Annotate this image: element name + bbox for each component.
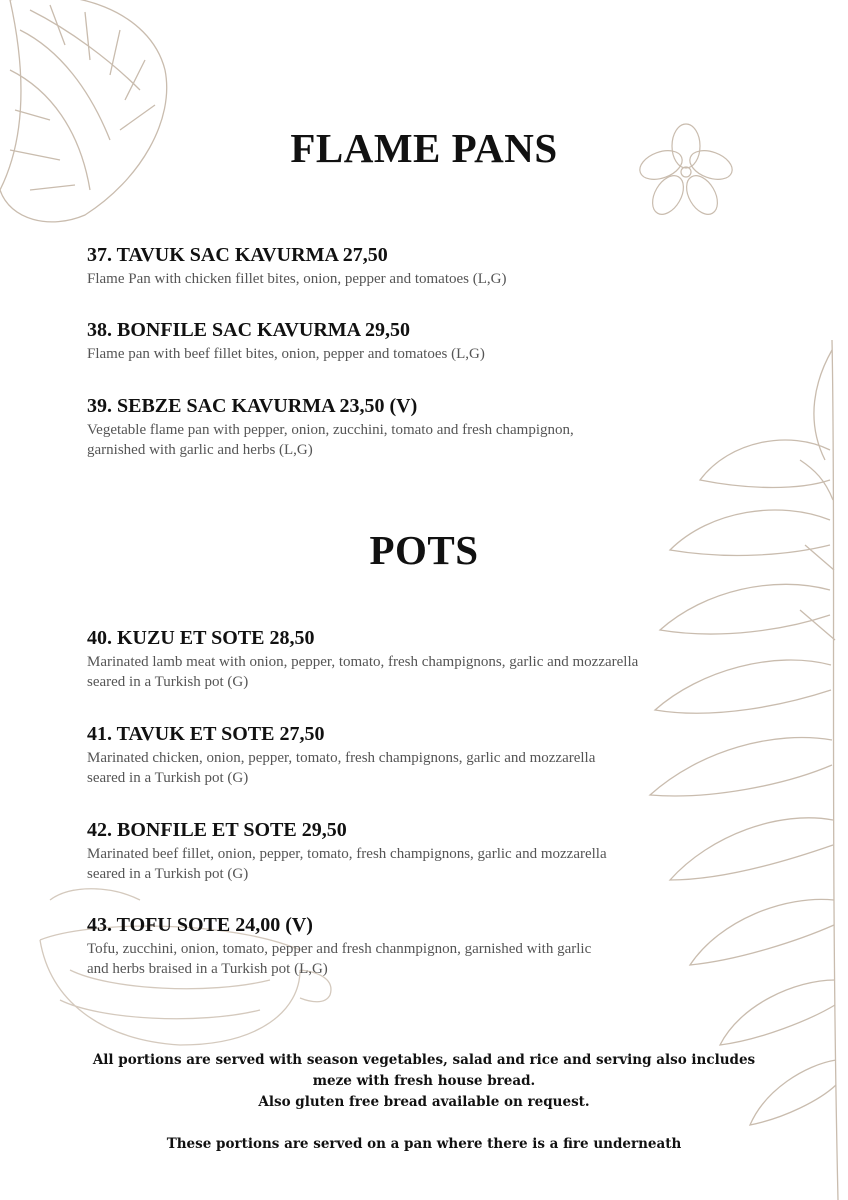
menu-item-40	[87, 626, 727, 692]
menu-item-name: 39. SEBZE SAC KAVURMA 23,50 (V)	[87, 395, 418, 417]
menu-item-name: 37. TAVUK SAC KAVURMA 27,50	[87, 244, 388, 266]
menu-item-39	[87, 394, 727, 460]
menu-item-name: 38. BONFILE SAC KAVURMA 29,50	[87, 319, 410, 341]
menu-item-description: Flame Pan with chicken fillet bites, onion, pepper and tomatoes (L,G)	[87, 271, 507, 287]
menu-item-description: Marinated beef fillet, onion, pepper, tomato, fresh champignons, garlic and mozzarella seared in a Turkish pot (G)	[87, 846, 607, 882]
monstera-leaf-illustration	[0, 0, 180, 230]
menu-item-name: 43. TOFU SOTE 24,00 (V)	[87, 914, 313, 936]
menu-item-43	[87, 913, 727, 979]
menu-item-name: 40. KUZU ET SOTE 28,50	[87, 627, 315, 649]
footer-notes	[40, 1050, 808, 1155]
menu-item-38	[87, 318, 727, 364]
section-title-pots: POTS	[369, 527, 479, 573]
footer-line: meze with fresh house bread.	[312, 1073, 536, 1089]
menu-item-42	[87, 818, 727, 884]
menu-item-description: Flame pan with beef fillet bites, onion, pepper and tomatoes (L,G)	[87, 346, 485, 362]
menu-item-name: 41. TAVUK ET SOTE 27,50	[87, 723, 325, 745]
menu-item-description: Tofu, zucchini, onion, tomato, pepper and fresh chanmpignon, garnished with garlic and herbs braised in a Turkish pot (L,G)	[87, 941, 592, 977]
footer-line: Also gluten free bread available on request.	[258, 1094, 590, 1110]
menu-item-description: Marinated chicken, onion, pepper, tomato, fresh champignons, garlic and mozzarella seared in a Turkish pot (G)	[87, 750, 596, 786]
menu-item-37	[87, 243, 727, 289]
footer-line: All portions are served with season vegetables, salad and rice and serving also includes	[92, 1052, 756, 1068]
menu-item-description: Marinated lamb meat with onion, pepper, tomato, fresh champignons, garlic and mozzarella seared in a Turkish pot (G)	[87, 654, 639, 690]
menu-item-name: 42. BONFILE ET SOTE 29,50	[87, 819, 347, 841]
menu-item-description: Vegetable flame pan with pepper, onion, zucchini, tomato and fresh champignon, garnished with garlic and herbs (L,G)	[87, 422, 574, 458]
footer-line: These portions are served on a pan where there is a fire underneath	[166, 1136, 682, 1152]
section-title-flame-pans: FLAME PANS	[290, 125, 558, 171]
menu-item-41	[87, 722, 727, 788]
